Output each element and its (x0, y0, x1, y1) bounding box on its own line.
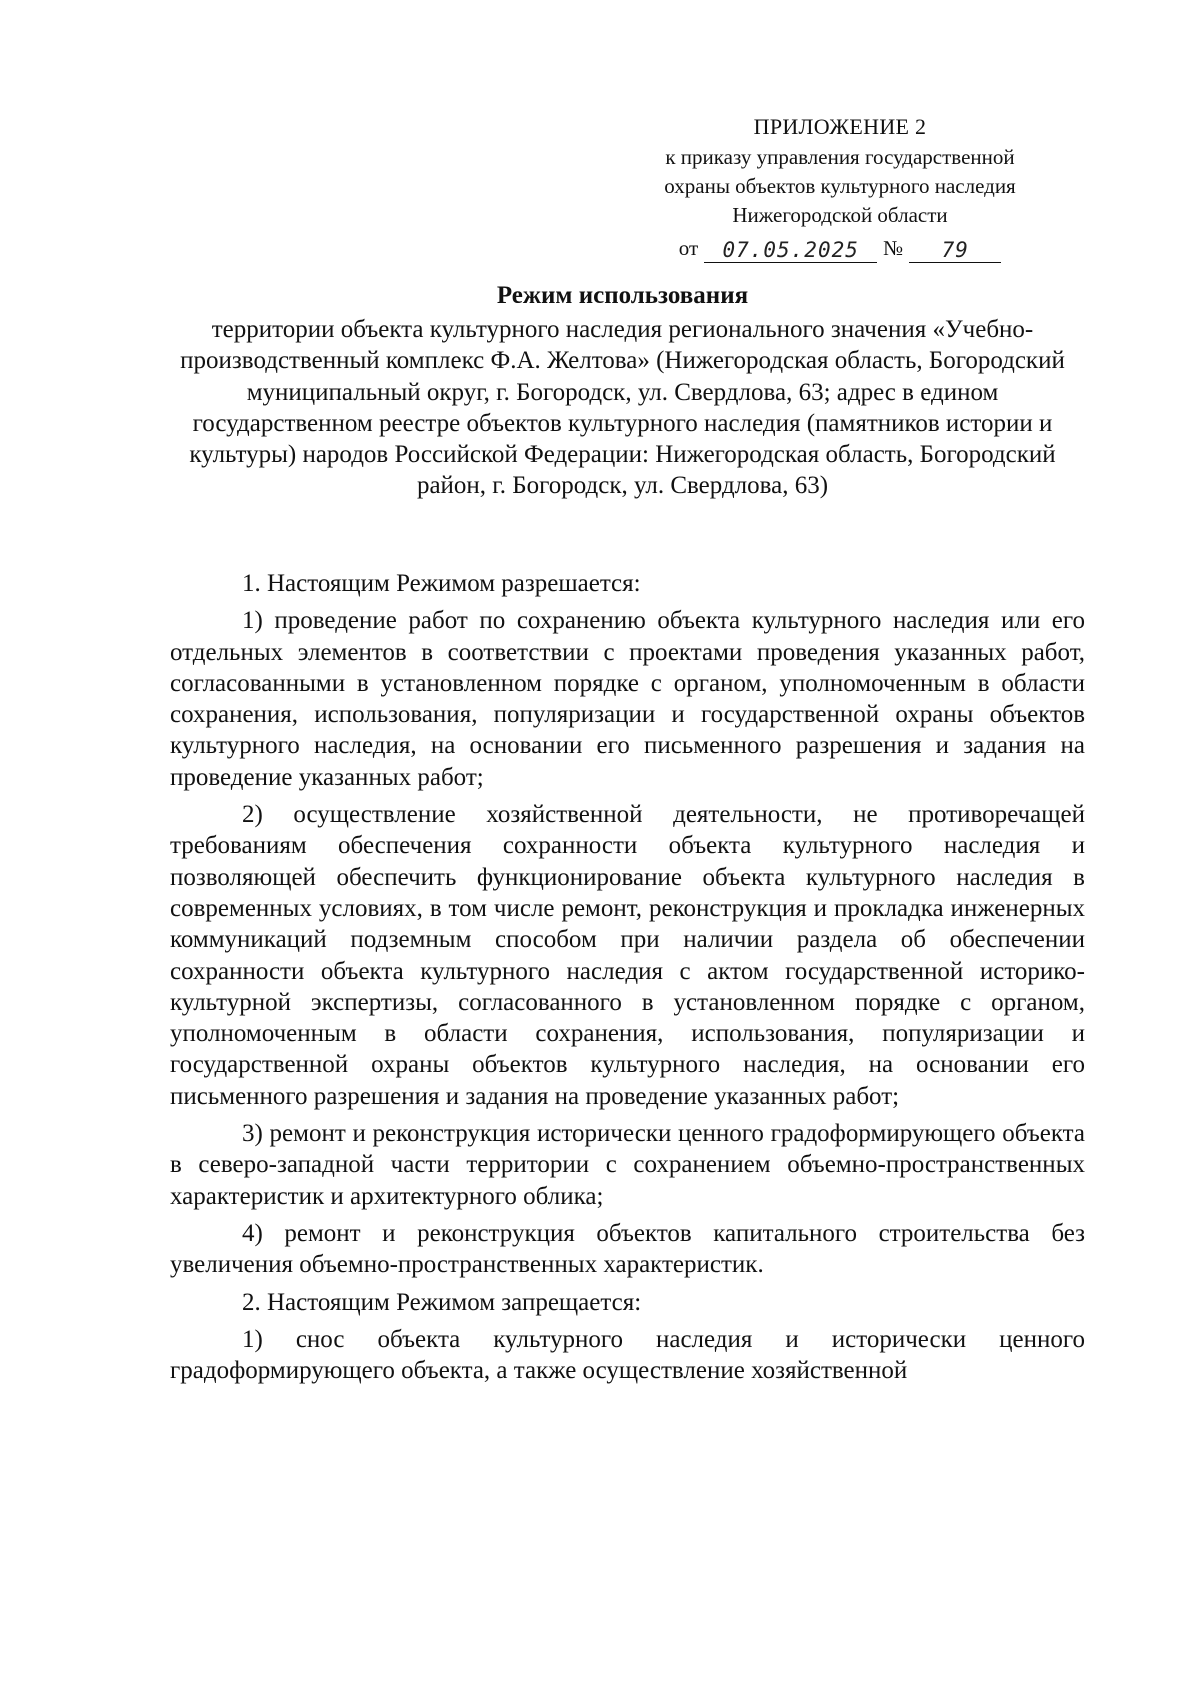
order-date-row (620, 234, 1060, 263)
number-sign: № (883, 236, 904, 260)
document-subtitle: территории объекта культурного наследия регионального значения «Учебно-производственный комплекс Ф.А. Желтова» (Нижегородская область, Богородский муниципальный округ, г. Богородск, ул. Свердлова, 63; адрес в едином государственном реестре объектов культурного наследия (памятников истории и культуры) народов Российской Федерации: Нижегородская область, Богородский район, г. Богородск, ул. Свердлова, 63) (180, 316, 1065, 500)
section-1-item-4: 4) ремонт и реконструкция объектов капитального строительства без увеличения объемно-пространственных характеристик. (170, 1219, 1085, 1279)
section-1-item-3: 3) ремонт и реконструкция исторически ценного градоформирующего объекта в северо-западной части территории с сохранением объемно-пространственных характеристик и архитектурного облика; (170, 1120, 1085, 1210)
section-1-heading: 1. Настоящим Режимом разрешается: (242, 570, 641, 597)
appendix-title: ПРИЛОЖЕНИЕ 2 (753, 114, 927, 139)
document-body (170, 568, 1085, 1392)
date-prefix: от (678, 236, 699, 260)
appendix-line-2: охраны объектов культурного наследия (664, 174, 1016, 198)
section-2-item-1: 1) снос объекта культурного наследия и исторически ценного градоформирующего объекта, а также осуществление хозяйственной (170, 1325, 1085, 1385)
appendix-line-3: Нижегородской области (732, 203, 948, 227)
section-2-heading: 2. Настоящим Режимом запрещается: (242, 1288, 642, 1316)
order-date-handwritten: 07.05.2025 (704, 238, 877, 263)
document-heading: Режим использования (496, 282, 749, 309)
section-1-item-1: 1) проведение работ по сохранению объекта культурного наследия или его отдельных элементов в соответствии с проектами проведения указанных работ, согласованными в установленном порядке с органом, уполномоченным в области сохранения, использования, популяризации и государственной охраны объектов культурного наследия, на основании его письменного разрешения и задания на проведение указанных работ; (170, 607, 1085, 791)
section-1-item-2: 2) осуществление хозяйственной деятельности, не противоречащей требованиям обеспечения сохранности объекта культурного наследия и позволяющей обеспечить функционирование объекта культурного наследия в современных условиях, в том числе ремонт, реконструкция и прокладка инженерных коммуникаций подземным способом при наличии раздела об обеспечении сохранности объекта культурного наследия с актом государственной историко-культурной экспертизы, согласованного в установленном порядке с органом, уполномоченным в области сохранения, использования, популяризации и государственной охраны объектов культурного наследия, на основании его письменного разрешения и задания на проведение указанных работ; (170, 801, 1085, 1110)
appendix-line-1: к приказу управления государственной (665, 145, 1015, 169)
appendix-header (620, 112, 1060, 263)
document-title-block (160, 278, 1085, 502)
order-number-handwritten: 79 (909, 238, 1001, 263)
